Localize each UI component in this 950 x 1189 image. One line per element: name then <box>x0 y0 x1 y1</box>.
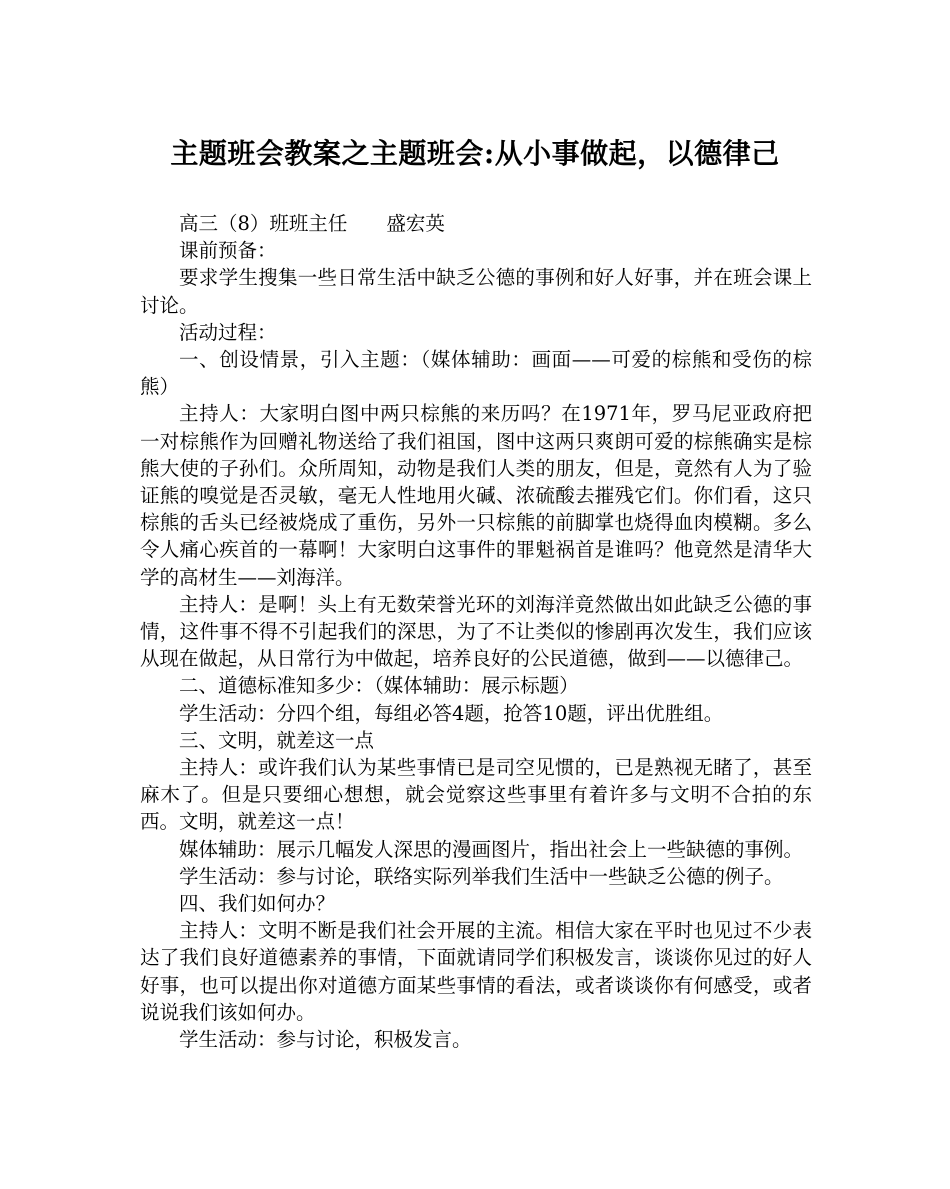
paragraph: 主持人：是啊！头上有无数荣誉光环的刘海洋竟然做出如此缺乏公德的事情，这件事不得不引起我们的深思，为了不让类似的惨剧再次发生，我们应该从现在做起，从日常行为中做起，培养良好的公民道德，做到——以德律己。 <box>140 592 812 671</box>
document-title: 主题班会教案之主题班会:从小事做起，以德律己 <box>170 137 780 170</box>
paragraph: 主持人：文明不断是我们社会开展的主流。相信大家在平时也见过不少表达了我们良好道德素养的事情，下面就请同学们积极发言，谈谈你见过的好人好事，也可以提出你对道德方面某些事情的看法，或者谈谈你有何感受，或者说说我们该如何办。 <box>140 919 812 1024</box>
paragraph: 主持人：大家明白图中两只棕熊的来历吗？在1971年，罗马尼亚政府把一对棕熊作为回赠礼物送给了我们祖国，图中这两只爽朗可爱的棕熊确实是棕熊大使的子孙们。众所周知，动物是我们人类的朋友，但是，竟然有人为了验证熊的嗅觉是否灵敏，毫无人性地用火碱、浓硫酸去摧残它们。你们看，这只棕熊的舌头已经被烧成了重伤，另外一只棕熊的前脚掌也烧得血肉模糊。多么令人痛心疾首的一幕啊！大家明白这事件的罪魁祸首是谁吗？他竟然是清华大学的高材生——刘海洋。 <box>140 402 812 589</box>
paragraph: 媒体辅助：展示几幅发人深思的漫画图片，指出社会上一些缺德的事例。 <box>179 837 804 861</box>
section-heading-process: 活动过程： <box>179 320 277 344</box>
paragraph: 一、创设情景，引入主题：（媒体辅助：画面——可爱的棕熊和受伤的棕熊） <box>140 348 812 399</box>
paragraph: 二、道德标准知多少：（媒体辅助：展示标题） <box>179 674 579 698</box>
paragraph: 主持人：或许我们认为某些事情已是司空见惯的，已是熟视无睹了，甚至麻木了。但是只要细心想想，就会觉察这些事里有着许多与文明不合拍的东西。文明，就差这一点！ <box>140 756 812 834</box>
paragraph: 学生活动：参与讨论，联络实际列举我们生活中一些缺乏公德的例子。 <box>179 864 784 888</box>
author-line: 高三（8）班班主任 盛宏英 <box>179 212 445 235</box>
paragraph: 学生活动：参与讨论，积极发言。 <box>179 1028 472 1052</box>
document-body <box>140 210 812 1053</box>
paragraph: 四、我们如何办？ <box>179 892 336 916</box>
section-heading-preparation: 课前预备： <box>179 239 277 263</box>
paragraph: 要求学生搜集一些日常生活中缺乏公德的事例和好人好事，并在班会课上讨论。 <box>140 266 812 317</box>
paragraph: 三、文明，就差这一点 <box>179 728 375 752</box>
paragraph: 学生活动：分四个组，每组必答4题，抢答10题，评出优胜组。 <box>179 701 724 725</box>
